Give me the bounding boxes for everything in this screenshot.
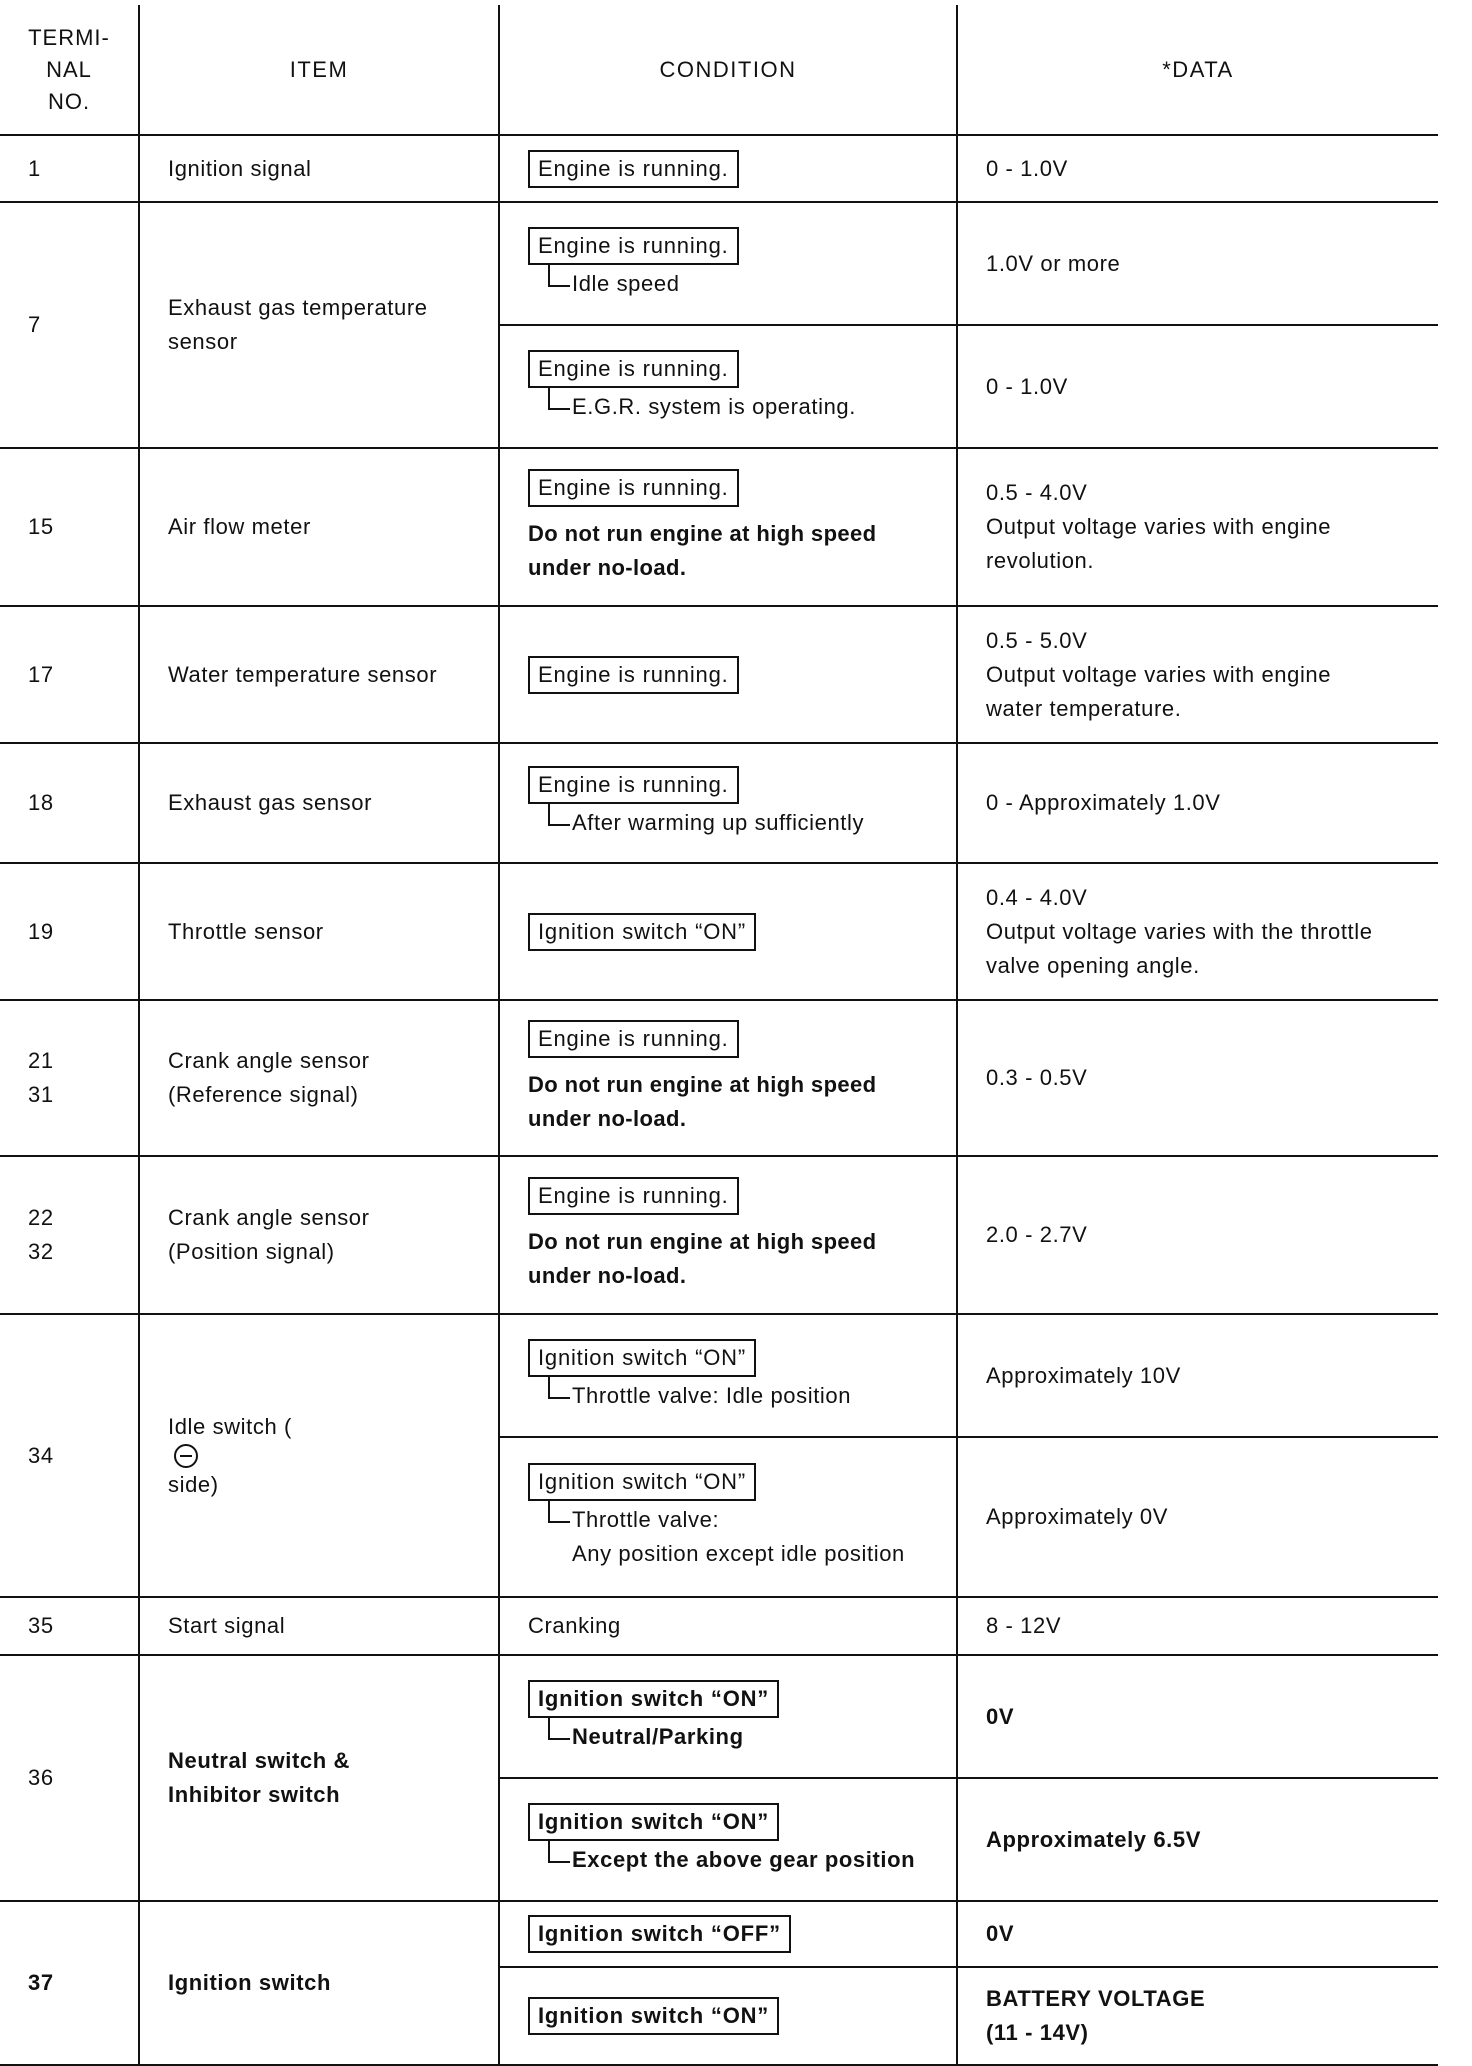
table-row <box>0 1000 1438 1156</box>
condition-cell: Cranking <box>499 1597 957 1655</box>
data-value: 0 - 1.0V <box>957 325 1438 448</box>
table-row <box>0 606 1438 743</box>
terminal-number: 18 <box>0 743 139 863</box>
condition-box: Engine is running. <box>528 469 739 507</box>
terminal-number: 37 <box>0 1901 139 2065</box>
ecu-terminal-data-table <box>0 5 1438 2066</box>
condition-cell <box>499 448 957 606</box>
warning-note: Do not run engine at high speed under no-load. <box>528 1229 877 1288</box>
condition-box: Engine is running. <box>528 227 739 265</box>
condition-sub: E.G.R. system is operating. <box>548 390 856 424</box>
terminal-number: 21 31 <box>0 1000 139 1156</box>
data-value: Approximately 6.5V <box>957 1778 1438 1901</box>
data-value: 0 - Approximately 1.0V <box>957 743 1438 863</box>
condition-box: Ignition switch “ON” <box>528 1997 779 2035</box>
condition-box: Ignition switch “ON” <box>528 1339 756 1377</box>
condition-sub: Throttle valve: Idle position <box>548 1379 851 1413</box>
condition-sub: Neutral/Parking <box>548 1720 779 1754</box>
condition-cell <box>499 325 957 448</box>
condition-box: Ignition switch “OFF” <box>528 1915 791 1953</box>
data-value: BATTERY VOLTAGE (11 - 14V) <box>957 1967 1438 2065</box>
terminal-number: 34 <box>0 1314 139 1597</box>
condition-box: Ignition switch “ON” <box>528 1463 756 1501</box>
table-header-row <box>0 5 1438 135</box>
item-name: Crank angle sensor (Position signal) <box>139 1156 499 1314</box>
negative-terminal-icon <box>174 1444 198 1468</box>
terminal-number: 35 <box>0 1597 139 1655</box>
data-value: 8 - 12V <box>957 1597 1438 1655</box>
condition-box: Engine is running. <box>528 1177 739 1215</box>
item-name: Air flow meter <box>139 448 499 606</box>
table-row <box>0 1655 1438 1778</box>
terminal-number: 17 <box>0 606 139 743</box>
condition-box: Engine is running. <box>528 1020 739 1058</box>
item-name: Neutral switch & Inhibitor switch <box>139 1655 499 1901</box>
table-row <box>0 863 1438 1000</box>
header-terminal-no: TERMI- NAL NO. <box>0 5 139 135</box>
condition-sub: After warming up sufficiently <box>548 806 864 840</box>
terminal-number: 15 <box>0 448 139 606</box>
header-data: *DATA <box>957 5 1438 135</box>
condition-cell <box>499 1901 957 1967</box>
condition-cell <box>499 1156 957 1314</box>
data-value: 0V <box>957 1655 1438 1778</box>
data-value: 0.3 - 0.5V <box>957 1000 1438 1156</box>
condition-cell <box>499 606 957 743</box>
condition-cell <box>499 1437 957 1597</box>
table-row <box>0 1314 1438 1437</box>
table-row <box>0 1597 1438 1655</box>
data-value: 0V <box>957 1901 1438 1967</box>
data-value: 0.5 - 4.0V Output voltage varies with engine revolution. <box>957 448 1438 606</box>
item-name: Exhaust gas sensor <box>139 743 499 863</box>
condition-cell <box>499 863 957 1000</box>
warning-note: Do not run engine at high speed under no-load. <box>528 521 877 580</box>
data-value: 2.0 - 2.7V <box>957 1156 1438 1314</box>
condition-cell <box>499 743 957 863</box>
table-row <box>0 448 1438 606</box>
terminal-number: 22 32 <box>0 1156 139 1314</box>
item-name: Throttle sensor <box>139 863 499 1000</box>
item-name: Ignition switch <box>139 1901 499 2065</box>
item-name: Exhaust gas temperature sensor <box>139 202 499 448</box>
condition-cell <box>499 1778 957 1901</box>
table-row <box>0 1156 1438 1314</box>
condition-box: Ignition switch “ON” <box>528 1803 779 1841</box>
condition-box: Ignition switch “ON” <box>528 913 756 951</box>
item-name: Ignition signal <box>139 135 499 202</box>
terminal-number: 36 <box>0 1655 139 1901</box>
item-name: Idle switch ( side) <box>139 1314 499 1597</box>
condition-box: Engine is running. <box>528 766 739 804</box>
table-row <box>0 135 1438 202</box>
condition-cell <box>499 135 957 202</box>
data-value: 0.4 - 4.0V Output voltage varies with the throttle valve opening angle. <box>957 863 1438 1000</box>
item-name: Water temperature sensor <box>139 606 499 743</box>
data-value: Approximately 0V <box>957 1437 1438 1597</box>
terminal-number: 1 <box>0 135 139 202</box>
condition-box: Engine is running. <box>528 150 739 188</box>
condition-cell <box>499 1314 957 1437</box>
condition-sub: Except the above gear position <box>548 1843 915 1877</box>
data-value: 1.0V or more <box>957 202 1438 325</box>
condition-box: Engine is running. <box>528 350 739 388</box>
condition-cell <box>499 202 957 325</box>
terminal-number: 19 <box>0 863 139 1000</box>
data-value: 0 - 1.0V <box>957 135 1438 202</box>
item-name: Start signal <box>139 1597 499 1655</box>
warning-note: Do not run engine at high speed under no-load. <box>528 1072 877 1131</box>
condition-cell <box>499 1655 957 1778</box>
header-item: ITEM <box>139 5 499 135</box>
data-value: Approximately 10V <box>957 1314 1438 1437</box>
condition-sub: Idle speed <box>548 267 739 301</box>
condition-cell <box>499 1000 957 1156</box>
table-row <box>0 1901 1438 1967</box>
item-name: Crank angle sensor (Reference signal) <box>139 1000 499 1156</box>
condition-box: Ignition switch “ON” <box>528 1680 779 1718</box>
header-condition: CONDITION <box>499 5 957 135</box>
data-value: 0.5 - 5.0V Output voltage varies with engine water temperature. <box>957 606 1438 743</box>
condition-cell <box>499 1967 957 2065</box>
condition-sub: Throttle valve: Any position except idle position <box>548 1503 905 1571</box>
table-row <box>0 743 1438 863</box>
table-row <box>0 202 1438 325</box>
condition-box: Engine is running. <box>528 656 739 694</box>
terminal-number: 7 <box>0 202 139 448</box>
